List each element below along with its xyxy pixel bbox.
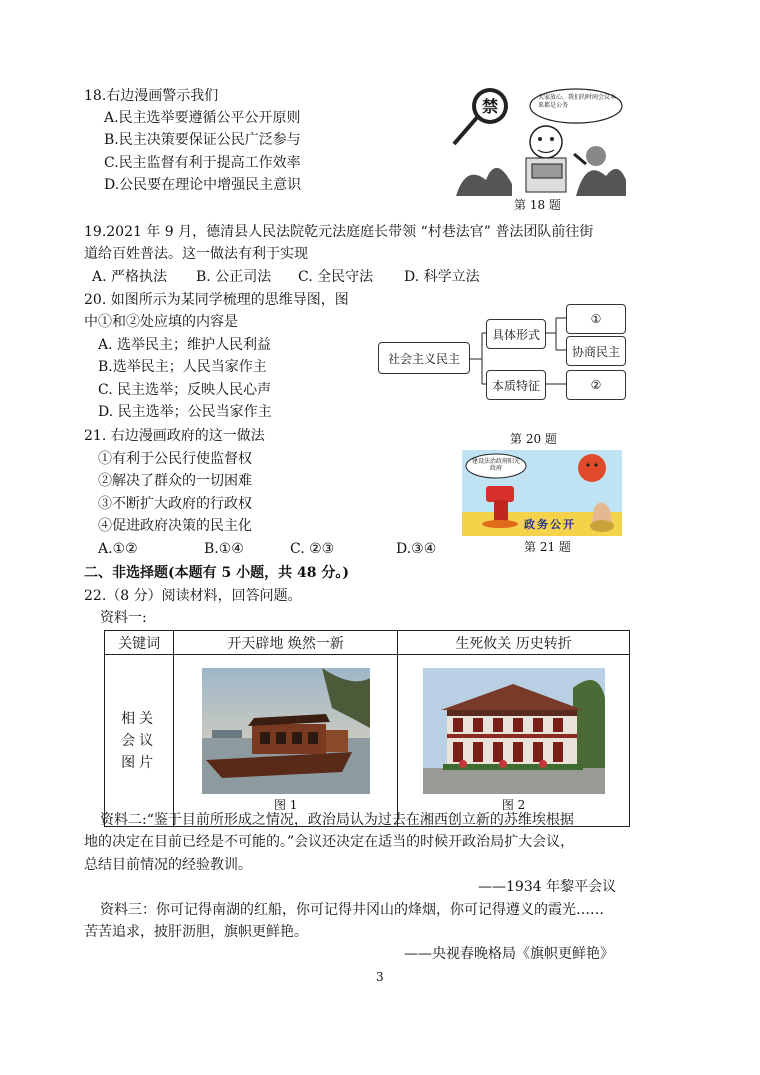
q20-option-d: D. 民主选举；公民当家作主 (98, 404, 272, 420)
q18-stamp-text: 禁 (481, 97, 499, 116)
page-number: 3 (376, 970, 384, 984)
q21-cartoon-bubble: 建设法治政府阳光政府 (472, 458, 521, 472)
table-header-col1: 开天辟地 焕然一新 (174, 631, 398, 655)
q22-stem: 22.（8 分）阅读材料，回答问题。 (84, 588, 302, 604)
mindmap-leaf-blank1: ① (566, 304, 626, 334)
red-boat-photo (202, 668, 370, 794)
q21-option-b: B.①④ (204, 541, 244, 557)
table-header-keyword: 关键词 (105, 631, 174, 655)
fig1-caption: 图 1 (273, 798, 298, 812)
q21-item-4: ④促进政府决策的民主化 (98, 518, 252, 534)
mindmap-root: 社会主义民主 (378, 342, 470, 374)
q22-res1-label: 资料一: (100, 610, 147, 626)
q21-option-d: D.③④ (396, 541, 437, 557)
q21-caption: 第 21 题 (524, 540, 571, 554)
section2-title: 二、非选择题(本题有 5 小题，共 48 分。) (84, 565, 349, 581)
q18-option-a: A.民主选举要遵循公平公开原则 (104, 110, 301, 126)
q18-option-d: D.公民要在理论中增强民主意识 (104, 177, 302, 193)
q20-option-b: B.选举民主；人民当家作主 (98, 359, 267, 375)
table-row-label: 相关会议图片 (105, 655, 174, 827)
q21-item-3: ③不断扩大政府的行政权 (98, 496, 252, 512)
q19-stem-line2: 道给百姓普法。这一做法有利于实现 (84, 246, 308, 262)
q20-caption: 第 20 题 (510, 432, 557, 446)
q18-cartoon-bubble: 大家放心，我们的时间会议本来都是公务 (538, 94, 617, 109)
q18-option-c: C.民主监督有利于提高工作效率 (104, 155, 301, 171)
q22-res3-source: ——央视春晚格局《旗帜更鲜艳》 (404, 946, 614, 962)
q19-option-b: B. 公正司法 (196, 269, 272, 285)
q22-res2-source: ——1934 年黎平会议 (478, 879, 617, 895)
q21-item-1: ①有利于公民行使监督权 (98, 451, 252, 467)
q19-option-d: D. 科学立法 (404, 269, 480, 285)
q20-option-c: C. 民主选举；反映人民心声 (98, 382, 272, 398)
q19-stem-line1: 19.2021 年 9 月，德清县人民法院乾元法庭庭长带领 “村巷法官” 普法团队前往街 (84, 224, 594, 240)
fig2-caption: 图 2 (501, 798, 526, 812)
q18-stem: 18.右边漫画警示我们 (84, 88, 219, 104)
q22-res2-line3: 总结目前情况的经验教训。 (84, 857, 252, 873)
q19-option-a: A. 严格执法 (92, 269, 168, 285)
q21-option-a: A.①② (98, 541, 138, 557)
q21-option-c: C. ②③ (290, 541, 335, 557)
q18-cartoon (446, 84, 626, 196)
table-cell-fig2 (398, 655, 630, 827)
q22-res3-line1: 资料三：你可记得南湖的红船，你可记得井冈山的烽烟，你可记得遵义的霞光…… (100, 902, 604, 918)
q21-stem: 21. 右边漫画政府的这一做法 (84, 428, 265, 444)
q21-cartoon-sign: 政务公开 (524, 518, 576, 531)
q20-option-a: A. 选举民主；维护人民利益 (98, 337, 272, 353)
mindmap-leaf-consultative: 协商民主 (566, 336, 626, 366)
q19-option-c: C. 全民守法 (298, 269, 374, 285)
q20-stem-line2: 中①和②处应填的内容是 (84, 314, 238, 330)
table-header-col2: 生死攸关 历史转折 (398, 631, 630, 655)
mindmap-branch-form: 具体形式 (486, 319, 546, 349)
q22-resource-table (104, 630, 630, 827)
q21-item-2: ②解决了群众的一切困难 (98, 473, 252, 489)
zunyi-building-photo (423, 668, 605, 794)
q18-option-b: B.民主决策要保证公民广泛参与 (104, 132, 301, 148)
q20-stem-line1: 20. 如图所示为某同学梳理的思维导图，图 (84, 292, 349, 308)
q22-res3-line2: 苦苦追求，披肝沥胆，旗帜更鲜艳。 (84, 924, 308, 940)
q22-res2-line1: 资料二:“鉴于目前所形成之情况，政治局认为过去在湘西创立新的苏维埃根据 (100, 812, 574, 828)
mindmap-leaf-blank2: ② (566, 370, 626, 400)
mindmap-branch-essence: 本质特征 (486, 370, 546, 400)
q21-cartoon (462, 450, 622, 536)
q22-res2-line2: 地的决定在目前已经是不可能的。”会议还决定在适当的时候开政治局扩大会议， (84, 834, 575, 850)
q18-caption: 第 18 题 (514, 198, 561, 212)
table-cell-fig1 (174, 655, 398, 827)
